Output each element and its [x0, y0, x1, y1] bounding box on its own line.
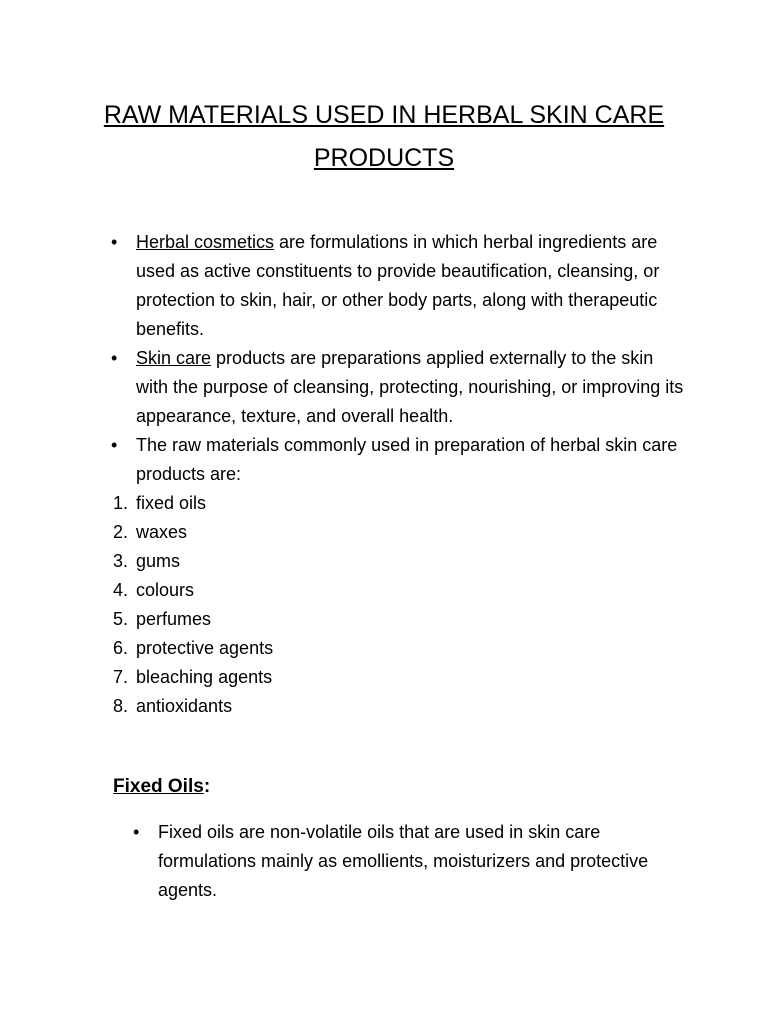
bullet-icon: • — [111, 435, 118, 455]
fixed-oils-text: Fixed oils are non-volatile oils that are used in skin care formulations mainly as emollients, moisturizers and protective agents. — [158, 822, 649, 900]
list-item-label: gums — [136, 551, 181, 571]
list-number: 6. — [113, 638, 129, 658]
raw-materials-list — [110, 489, 670, 721]
list-item — [110, 663, 670, 692]
intro-text: The raw materials commonly used in preparation of herbal skin care products are: — [136, 435, 678, 484]
list-item — [110, 547, 670, 576]
section-heading-text: Fixed Oils — [113, 776, 204, 797]
list-number: 7. — [113, 667, 129, 687]
bullet-icon: • — [111, 348, 118, 368]
list-item — [110, 634, 670, 663]
list-item — [110, 489, 670, 518]
section-heading-fixed-oils — [113, 776, 210, 798]
list-item-label: perfumes — [136, 609, 212, 629]
section-heading-colon: : — [203, 776, 211, 797]
definition-text: products are preparations applied externally to the skin with the purpose of cleansing, protecting, nourishing, or improving its appearance, texture, and overall health. — [136, 348, 684, 426]
list-number: 5. — [113, 609, 129, 629]
fixed-oils-bullet-list — [132, 818, 672, 905]
list-item-label: antioxidants — [136, 696, 233, 716]
list-item-label: fixed oils — [136, 493, 207, 513]
bullet-icon: • — [133, 822, 140, 842]
intro-bullet-list — [110, 228, 690, 489]
list-number: 4. — [113, 580, 129, 600]
intro-bullet-item — [110, 431, 690, 489]
list-number: 1. — [113, 493, 129, 513]
list-item-label: waxes — [136, 522, 188, 542]
list-item — [110, 576, 670, 605]
fixed-oils-bullet-item — [132, 818, 672, 905]
definition-text: are formulations in which herbal ingredients are used as active constituents to provide beautification, cleansing, or protection to skin, hair, or other body parts, along with therapeutic benefits. — [136, 232, 660, 339]
list-item-label: protective agents — [136, 638, 274, 658]
term-skin-care: Skin care — [136, 348, 212, 368]
list-item — [110, 692, 670, 721]
list-number: 3. — [113, 551, 129, 571]
list-number: 2. — [113, 522, 129, 542]
list-number: 8. — [113, 696, 129, 716]
list-item — [110, 605, 670, 634]
intro-bullet-item — [110, 228, 690, 344]
term-herbal-cosmetics: Herbal cosmetics — [136, 232, 275, 252]
bullet-icon: • — [111, 232, 118, 252]
list-item-label: colours — [136, 580, 195, 600]
list-item — [110, 518, 670, 547]
list-item-label: bleaching agents — [136, 667, 273, 687]
intro-bullet-item — [110, 344, 690, 431]
page-title: RAW MATERIALS USED IN HERBAL SKIN CARE PRODUCTS — [103, 101, 665, 172]
